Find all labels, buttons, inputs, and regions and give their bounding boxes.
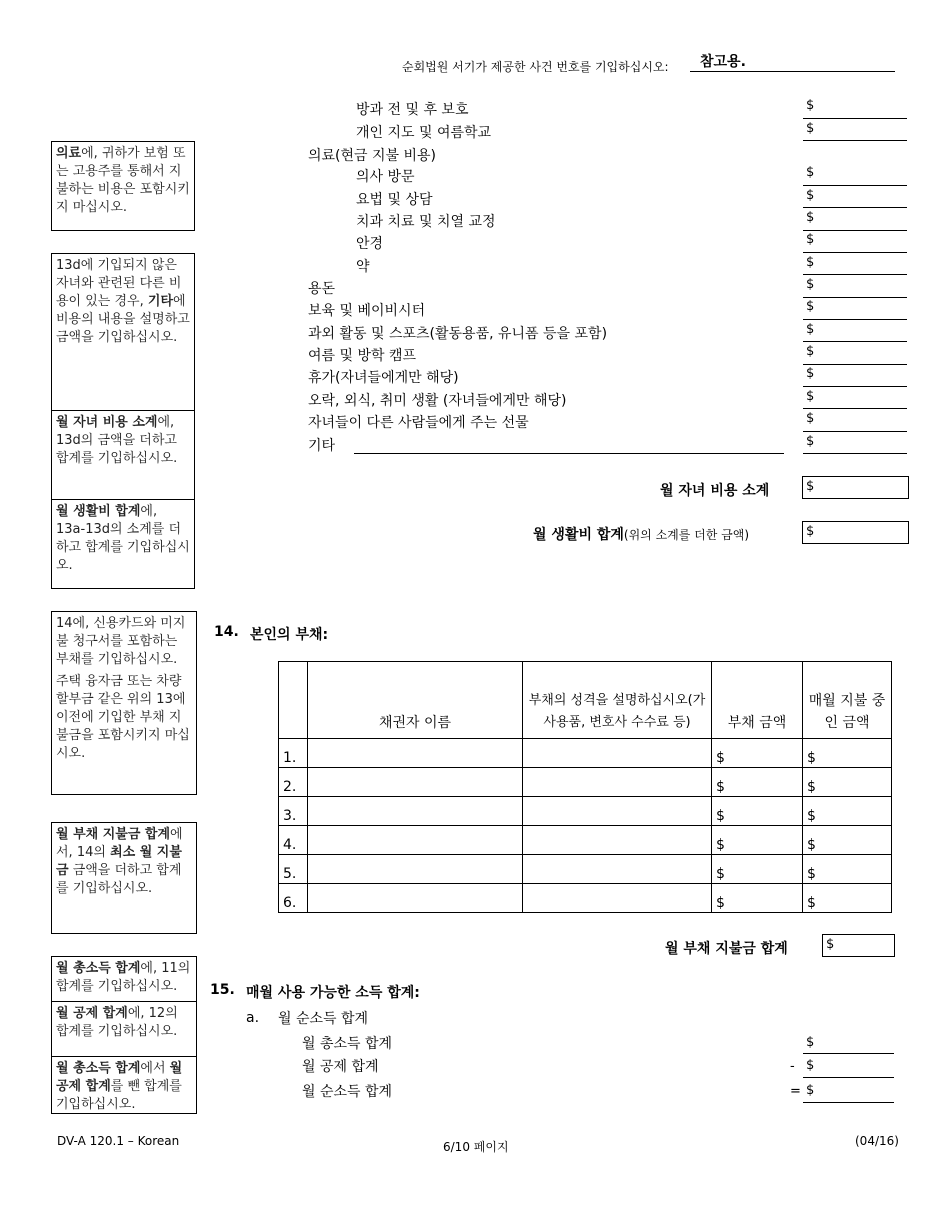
monthly-cell[interactable]: $ bbox=[803, 739, 892, 768]
expense-label: 약 bbox=[356, 259, 370, 275]
expense-label: 안경 bbox=[356, 236, 384, 252]
nature-cell[interactable] bbox=[523, 855, 712, 884]
expense-label: 치과 치료 및 치열 교정 bbox=[356, 214, 496, 230]
currency-sign: $ bbox=[806, 322, 815, 337]
note-other-expenses: 13d에 기입되지 않은 자녀와 관련된 다른 비용이 있는 경우, 기타에 비용의 내용을 설명하고 금액을 기입하십시오. bbox=[51, 253, 195, 411]
row-number: 4. bbox=[279, 826, 308, 855]
expense-label: 요법 및 상담 bbox=[356, 192, 433, 208]
currency-sign: $ bbox=[806, 1083, 815, 1098]
expense-label: 방과 전 및 후 보호 bbox=[356, 102, 469, 118]
table-row bbox=[279, 739, 892, 768]
currency-sign: $ bbox=[806, 255, 815, 270]
monthly-cell[interactable]: $ bbox=[803, 855, 892, 884]
sub-a-title: 월 순소득 합계 bbox=[278, 1011, 369, 1027]
note-debts: 14에, 신용카드와 미지불 청구서를 포함하는 부채를 기입하십시오. 주택 융자금 또는 차량 할부금 같은 위의 13에 이전에 기입한 부채 지불금을 포함시키지 마십시오. bbox=[51, 611, 197, 795]
expense-amount-line[interactable] bbox=[803, 230, 907, 231]
row-number: 6. bbox=[279, 884, 308, 913]
currency-sign: $ bbox=[806, 434, 815, 449]
section-14-number: 14. bbox=[214, 624, 239, 640]
section-15-title: 매월 사용 가능한 소득 합계: bbox=[246, 985, 420, 1001]
currency-sign: $ bbox=[806, 121, 815, 136]
currency-sign: $ bbox=[806, 411, 815, 426]
expense-label: 여름 및 방학 캠프 bbox=[308, 348, 417, 364]
row-number: 2. bbox=[279, 768, 308, 797]
expense-label: 과외 활동 및 스포츠(활동용품, 유니폼 등을 포함) bbox=[308, 326, 608, 342]
expense-amount-line[interactable] bbox=[803, 453, 907, 454]
col-monthly-header: 매월 지불 중인 금액 bbox=[803, 662, 892, 739]
deduction-label: 월 공제 합계 bbox=[302, 1059, 379, 1075]
currency-sign: $ bbox=[806, 277, 815, 292]
amount-cell[interactable]: $ bbox=[712, 826, 803, 855]
row-number: 3. bbox=[279, 797, 308, 826]
other-description-line[interactable] bbox=[354, 453, 784, 454]
creditor-cell[interactable] bbox=[308, 826, 523, 855]
expense-amount-line[interactable] bbox=[803, 364, 907, 365]
expense-label: 의사 방문 bbox=[356, 169, 415, 185]
expense-amount-line[interactable] bbox=[803, 297, 907, 298]
note-gross-income: 월 총소득 합계에, 11의 합계를 기입하십시오. bbox=[51, 956, 197, 1002]
expense-label: 자녀들이 다른 사람들에게 주는 선물 bbox=[308, 415, 529, 431]
monthly-cell[interactable]: $ bbox=[803, 768, 892, 797]
expense-label: 용돈 bbox=[308, 281, 336, 297]
nature-cell[interactable] bbox=[523, 884, 712, 913]
nature-cell[interactable] bbox=[523, 826, 712, 855]
monthly-cell[interactable]: $ bbox=[803, 797, 892, 826]
table-row bbox=[279, 884, 892, 913]
creditor-cell[interactable] bbox=[308, 768, 523, 797]
expense-amount-line[interactable] bbox=[803, 386, 907, 387]
sub-a-letter: a. bbox=[246, 1010, 260, 1026]
creditor-cell[interactable] bbox=[308, 797, 523, 826]
child-expense-subtotal-label: 월 자녀 비용 소계 bbox=[660, 483, 770, 499]
expense-label: 보육 및 베이비시터 bbox=[308, 303, 426, 319]
expense-amount-line[interactable] bbox=[803, 319, 907, 320]
amount-cell[interactable]: $ bbox=[712, 768, 803, 797]
revision-date: (04/16) bbox=[855, 1134, 899, 1148]
note-net-income: 월 총소득 합계에서 월 공제 합계를 뺀 합계를 기입하십시오. bbox=[51, 1056, 197, 1114]
net-income-line[interactable] bbox=[803, 1102, 894, 1103]
expense-label: 오락, 외식, 취미 생활 (자녀들에게만 해당) bbox=[308, 393, 567, 409]
case-number-label: 순회법원 서기가 제공한 사건 번호를 기입하십시오: bbox=[402, 60, 669, 74]
living-expense-total-field[interactable]: $ bbox=[802, 521, 909, 544]
living-expense-total-label: 월 생활비 합계(위의 소계를 더한 금액) bbox=[533, 527, 750, 543]
col-nature-header: 부채의 성격을 설명하십시오(가사용품, 변호사 수수료 등) bbox=[523, 662, 712, 739]
note-debt-total: 월 부채 지불금 합계에서, 14의 최소 월 지불금 금액을 더하고 합계를 기입하십시오. bbox=[51, 822, 197, 934]
page-number: 6/10 페이지 bbox=[443, 1140, 509, 1154]
amount-cell[interactable]: $ bbox=[712, 797, 803, 826]
monthly-cell[interactable]: $ bbox=[803, 826, 892, 855]
creditor-cell[interactable] bbox=[308, 884, 523, 913]
expense-amount-line[interactable] bbox=[803, 431, 907, 432]
expense-amount-line[interactable] bbox=[803, 118, 907, 119]
nature-cell[interactable] bbox=[523, 739, 712, 768]
currency-sign: $ bbox=[806, 344, 815, 359]
equals-sign: = bbox=[790, 1084, 801, 1099]
debts-table bbox=[278, 661, 892, 913]
expense-amount-line[interactable] bbox=[803, 341, 907, 342]
net-income-label: 월 순소득 합계 bbox=[302, 1084, 393, 1100]
col-amount-header: 부채 금액 bbox=[712, 662, 803, 739]
gross-income-label: 월 총소득 합계 bbox=[302, 1036, 393, 1052]
creditor-cell[interactable] bbox=[308, 739, 523, 768]
currency-sign: $ bbox=[806, 1035, 815, 1050]
expense-label: 기타 bbox=[308, 438, 336, 454]
amount-cell[interactable]: $ bbox=[712, 739, 803, 768]
nature-cell[interactable] bbox=[523, 768, 712, 797]
currency-sign: $ bbox=[806, 232, 815, 247]
minus-sign: - bbox=[790, 1059, 795, 1074]
currency-sign: $ bbox=[806, 366, 815, 381]
table-row bbox=[279, 797, 892, 826]
currency-sign: $ bbox=[806, 389, 815, 404]
deduction-line[interactable] bbox=[803, 1077, 894, 1078]
child-expense-subtotal-field[interactable]: $ bbox=[802, 476, 909, 499]
section-15-number: 15. bbox=[210, 982, 235, 998]
currency-sign: $ bbox=[806, 98, 815, 113]
currency-sign: $ bbox=[806, 188, 815, 203]
expense-amount-line[interactable] bbox=[803, 185, 907, 186]
creditor-cell[interactable] bbox=[308, 855, 523, 884]
case-number-value[interactable]: 참고용. bbox=[700, 54, 746, 70]
currency-sign: $ bbox=[806, 299, 815, 314]
col-number-header bbox=[279, 662, 308, 739]
amount-cell[interactable]: $ bbox=[712, 855, 803, 884]
table-row bbox=[279, 855, 892, 884]
case-number-line bbox=[690, 71, 895, 72]
expense-amount-line[interactable] bbox=[803, 274, 907, 275]
expense-amount-line[interactable] bbox=[803, 207, 907, 208]
currency-sign: $ bbox=[806, 210, 815, 225]
section-14-title: 본인의 부채: bbox=[250, 627, 329, 643]
expense-amount-line[interactable] bbox=[803, 252, 907, 253]
row-number: 5. bbox=[279, 855, 308, 884]
expense-label: 휴가(자녀들에게만 해당) bbox=[308, 370, 459, 386]
note-deductions: 월 공제 합계에, 12의 합계를 기입하십시오. bbox=[51, 1001, 197, 1057]
debt-total-field[interactable]: $ bbox=[822, 934, 895, 957]
table-row bbox=[279, 826, 892, 855]
form-id: DV-A 120.1 – Korean bbox=[57, 1134, 180, 1148]
currency-sign: $ bbox=[806, 165, 815, 180]
monthly-cell[interactable]: $ bbox=[803, 884, 892, 913]
expense-label: 의료(현금 지불 비용) bbox=[308, 148, 437, 164]
row-number: 1. bbox=[279, 739, 308, 768]
expense-label: 개인 지도 및 여름학교 bbox=[356, 125, 492, 141]
gross-income-line[interactable] bbox=[803, 1053, 894, 1054]
table-row bbox=[279, 768, 892, 797]
nature-cell[interactable] bbox=[523, 797, 712, 826]
amount-cell[interactable]: $ bbox=[712, 884, 803, 913]
currency-sign: $ bbox=[806, 1058, 815, 1073]
col-creditor-header: 채권자 이름 bbox=[308, 662, 523, 739]
note-living-total: 월 생활비 합계에, 13a-13d의 소계를 더하고 합계를 기입하십시오. bbox=[51, 499, 195, 589]
expense-amount-line[interactable] bbox=[803, 140, 907, 141]
note-child-subtotal: 월 자녀 비용 소계에, 13d의 금액을 더하고 합계를 기입하십시오. bbox=[51, 410, 195, 500]
expense-amount-line[interactable] bbox=[803, 408, 907, 409]
note-medical: 의료에, 귀하가 보험 또는 고용주를 통해서 지불하는 비용은 포함시키지 마십시오. bbox=[51, 141, 195, 231]
debt-total-label: 월 부채 지불금 합계 bbox=[665, 941, 788, 957]
